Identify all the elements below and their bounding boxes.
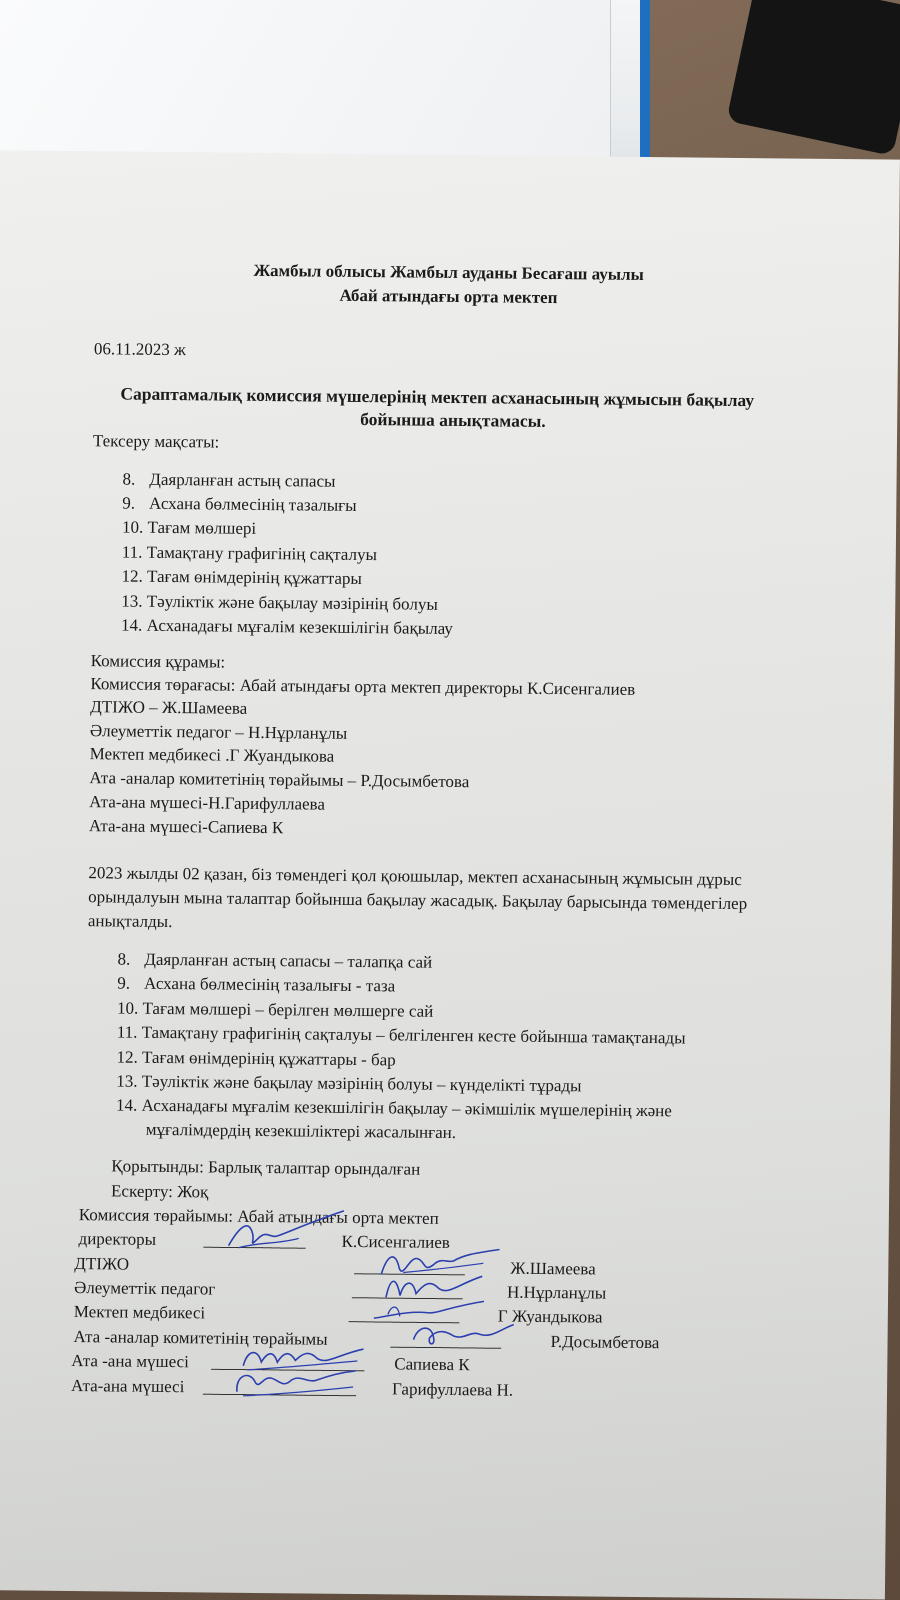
list-item: 10. Тағам мөлшері [121, 517, 257, 538]
commission-member: Ата-ана мүшесі-Н.Гарифуллаева [89, 792, 326, 814]
sig-nurse-role: Мектеп медбикесі [73, 1302, 206, 1323]
sig-chair-line1: Комиссия төрайымы: Абай атындағы орта мектеп [78, 1205, 439, 1228]
list-item: 12. Тағам өнімдерінің құжаттары [121, 566, 362, 589]
commission-member: Комиссия төрағасы: Абай атындағы орта мектеп директоры К.Сисенгалиев [90, 674, 636, 699]
list-item-continuation: мұғалімдердің кезекшіліктері жасалынған. [145, 1119, 457, 1143]
note: Ескерту: Жоқ [111, 1181, 209, 1202]
list-item: 13. Тәуліктік және бақылау мәзірінің болуы – күнделікті тұрады [116, 1071, 582, 1096]
list-item: 14. Асханадағы мұғалім кезекшілігін бақылау [120, 615, 453, 638]
document-page [0, 150, 900, 1600]
sig-soc-blank: _____________ [351, 1280, 463, 1302]
commission-member: Ата-ана мүшесі-Сапиева К [88, 816, 284, 838]
list-item: 14. Асханадағы мұғалім кезекшілігін бақылау – әкімшілік мүшелерінің және [115, 1095, 672, 1121]
sig-member2-blank: __________________ [202, 1377, 357, 1399]
sig-member1-name: Сапиева К [394, 1354, 470, 1375]
sig-dtizho-blank: _____________ [354, 1256, 465, 1278]
sig-member1-role: Ата -ана мүшесі [71, 1351, 189, 1372]
title-line-1: Сараптамалық комиссия мүшелерінің мектеп асханасының жұмысын бақылау [120, 383, 755, 411]
commission-label: Комиссия құрамы: [90, 651, 226, 672]
header-line-1: Жамбыл облысы Жамбыл ауданы Бесағаш ауылы [253, 260, 644, 284]
paragraph-line: орындалуын мына талаптар бойынша бақылау жасадық. Бақылау барысында төмендегілер [88, 887, 748, 914]
list-item: 9. Асхана бөлмесінің тазалығы - таза [117, 973, 396, 996]
sig-parents-name: Р.Досымбетова [550, 1332, 660, 1353]
sig-nurse-name: Г Жуандыкова [497, 1306, 603, 1327]
sig-member1-blank: __________________ [211, 1352, 365, 1374]
title-line-2: бойынша анықтамасы. [360, 408, 546, 431]
conclusion: Қорытынды: Барлық талаптар орындалған [111, 1156, 421, 1179]
sig-dtizho-role: ДТІЖО [74, 1254, 130, 1274]
list-item: 12. Тағам өнімдерінің құжаттары - бар [116, 1047, 396, 1070]
header-line-2: Абай атындағы орта мектеп [339, 285, 558, 308]
sig-member2-name: Гарифуллаева Н. [391, 1379, 514, 1400]
paragraph-line: анықталды. [87, 911, 173, 932]
sig-chair-role: директоры [78, 1229, 157, 1249]
list-item: 10. Тағам мөлшері – берілген мөлшерге сай [116, 998, 434, 1021]
sig-soc-role: Әлеуметтік педагог [73, 1278, 216, 1299]
list-item: 8. Даярланған астың сапасы – талапқа сай [117, 949, 433, 972]
commission-member: Әлеуметтік педагог – Н.Нұрланұлы [89, 721, 348, 743]
handwritten-signature-chair [218, 1208, 349, 1259]
list-item: 11. Тамақтану графигінің сақталуы [121, 542, 378, 565]
paragraph-line: 2023 жылды 02 қазан, біз төмендегі қол қоюшылар, мектеп асханасының жұмысын дұрыс [88, 863, 742, 890]
sig-chair-blank: ____________ [203, 1230, 306, 1251]
purpose-label: Тексеру мақсаты: [92, 431, 220, 452]
sig-member2-role: Ата-ана мүшесі [70, 1376, 185, 1397]
commission-member: Ата -аналар комитетінің төрайымы – Р.Досымбетова [89, 768, 470, 792]
handwritten-signature-member2 [229, 1364, 359, 1403]
sig-parents-role: Ата -аналар комитетінің төрайымы [73, 1327, 328, 1349]
list-item: 13. Тәуліктік және бақылау мәзірінің болуы [121, 591, 438, 614]
plastic-folder [0, 0, 650, 175]
sig-soc-name: Н.Нұрланұлы [506, 1282, 607, 1303]
document-date: 06.11.2023 ж [93, 339, 186, 360]
list-item: 9. Асхана бөлмесінің тазалығы [122, 493, 357, 515]
list-item: 8. Даярланған астың сапасы [122, 469, 336, 491]
sig-parents-blank: _____________ [390, 1330, 502, 1351]
commission-member: ДТІЖО – Ж.Шамеева [90, 697, 248, 718]
folder-sheet [0, 0, 611, 168]
sig-chair-name: К.Сисенгалиев [341, 1231, 450, 1252]
commission-member: Мектеп медбикесі .Г Жуандыкова [89, 744, 335, 766]
sig-dtizho-name: Ж.Шамеева [510, 1258, 596, 1279]
sig-nurse-blank: _____________ [348, 1304, 460, 1326]
handwritten-signature-parents [407, 1318, 517, 1353]
list-item: 11. Тамақтану графигінің сақталуы – белгіленген кесте бойынша тамақтанады [116, 1022, 686, 1048]
